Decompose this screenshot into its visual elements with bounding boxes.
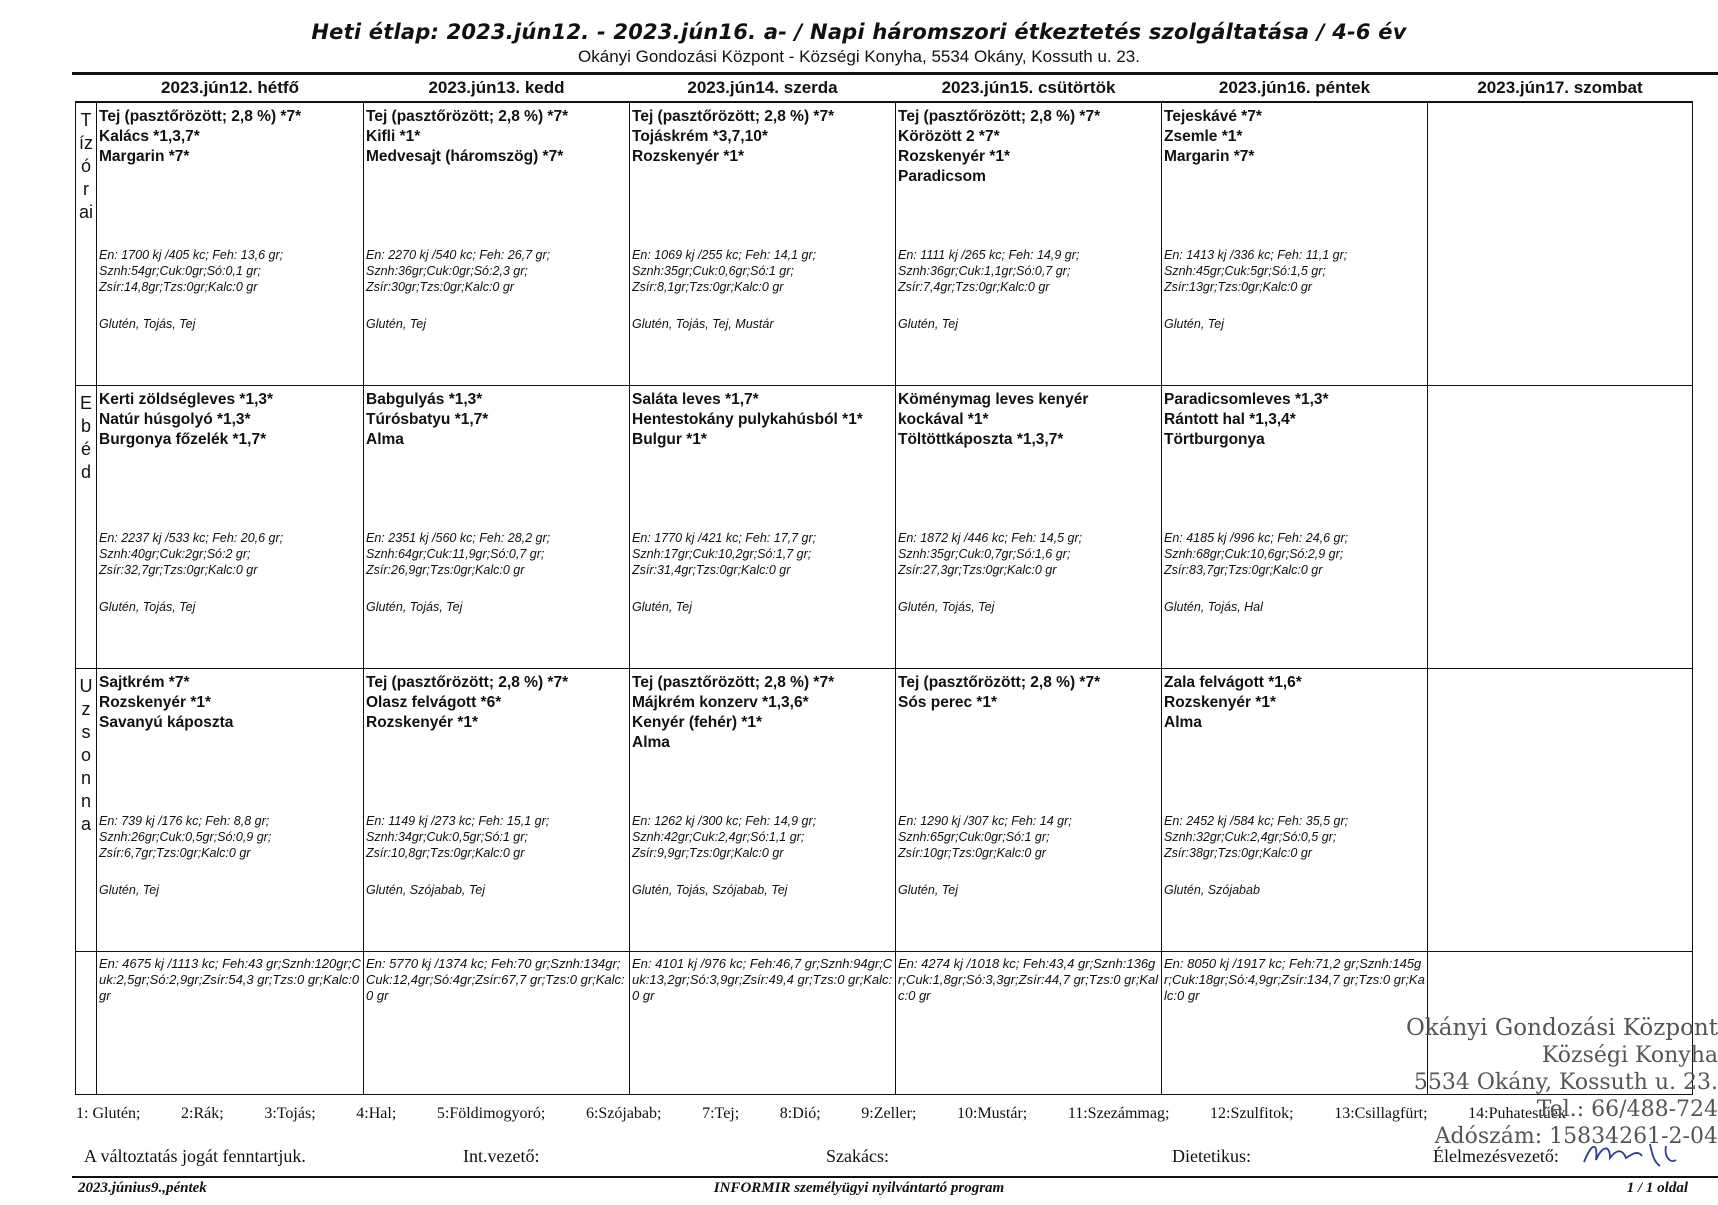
institution-stamp: [1395, 1015, 1718, 1150]
meal-row: [76, 102, 1693, 386]
nutrition-info: En: 2351 kj /560 kc; Feh: 28,2 gr; Sznh:64gr;Cuk:11,9gr;Só:0,7 gr; Zsír:26,9gr;Tzs:0gr;Kalc:0 gr: [366, 531, 551, 577]
menu-items: Köménymag leves kenyér kockával *1* Töltöttkáposzta *1,3,7*: [898, 391, 1089, 448]
day-header: 2023.jún14. szerda: [630, 75, 896, 102]
menu-cell: [630, 386, 896, 669]
menu-items: Tej (pasztőrözött; 2,8 %) *7* Kalács *1,3,7* Margarin *7*: [99, 108, 302, 165]
nutrition-info: En: 1290 kj /307 kc; Feh: 14 gr; Sznh:65gr;Cuk:0gr;Só:1 gr; Zsír:10gr;Tzs:0gr;Kalc:0 gr: [898, 814, 1072, 860]
nutrition-info: En: 1413 kj /336 kc; Feh: 11,1 gr; Sznh:45gr;Cuk:5gr;Só:1,5 gr; Zsír:13gr;Tzs:0gr;Kalc:0 gr: [1164, 248, 1348, 294]
allergen-list: Glutén, Tojás, Tej: [99, 317, 196, 331]
allergen-list: Glutén, Tej: [898, 317, 958, 331]
page-number: 1 / 1 oldal: [1626, 1180, 1688, 1196]
menu-cell: [896, 386, 1162, 669]
stamp-line: Adószám: 15834261-2-04: [1434, 1124, 1718, 1149]
day-header-row: [76, 75, 1693, 102]
allergen-list: Glutén, Tojás, Tej: [366, 600, 463, 614]
meal-row: [76, 386, 1693, 669]
allergen-list: Glutén, Tojás, Tej: [99, 600, 196, 614]
meal-label: [76, 669, 97, 952]
day-header: 2023.jún13. kedd: [364, 75, 630, 102]
menu-cell: [896, 102, 1162, 386]
stamp-line: 5534 Okány, Kossuth u. 23.: [1413, 1070, 1718, 1095]
menu-cell: [364, 386, 630, 669]
legend-item: 13:Csillagfürt;: [1334, 1105, 1428, 1122]
menu-items: [1428, 669, 1692, 673]
menu-cell: [1428, 669, 1693, 952]
allergen-list: Glutén, Szójabab, Tej: [366, 883, 486, 897]
menu-items: [1428, 103, 1692, 107]
nutrition-info: En: 2270 kj /540 kc; Feh: 26,7 gr; Sznh:36gr;Cuk:0gr;Só:2,3 gr; Zsír:30gr;Tzs:0gr;Kalc:0 gr: [366, 248, 551, 294]
legend-item: 2:Rák;: [181, 1105, 224, 1122]
allergen-list: Glutén, Tej: [99, 883, 159, 897]
legend-item: 11:Szezámmag;: [1067, 1105, 1170, 1122]
daily-total-cell: [1162, 952, 1428, 1095]
footer-note: A változtatás jogát fenntartjuk.: [84, 1146, 306, 1166]
menu-cell: [630, 102, 896, 386]
footer-rule: [72, 1176, 1718, 1178]
allergen-list: Glutén, Tojás, Tej, Mustár: [632, 317, 774, 331]
allergen-list: Glutén, Tojás, Szójabab, Tej: [632, 883, 788, 897]
nutrition-info: En: 4185 kj /996 kc; Feh: 24,6 gr; Sznh:68gr;Cuk:10,6gr;Só:2,9 gr; Zsír:83,7gr;Tzs:0gr;Kalc:0 gr: [1164, 531, 1349, 577]
daily-total: [1428, 952, 1692, 956]
legend-item: 10:Mustár;: [957, 1105, 1028, 1122]
day-header: 2023.jún16. péntek: [1162, 75, 1428, 102]
legend-item: 7:Tej;: [702, 1105, 740, 1122]
allergen-legend: [76, 1105, 1566, 1123]
daily-total: En: 5770 kj /1374 kc; Feh:70 gr;Sznh:134gr;Cuk:12,4gr;Só:4gr;Zsír:67,7 gr;Tzs:0 gr;Kalc:0 gr: [366, 956, 625, 1003]
program-name: INFORMIR személyügyi nyilvántartó program: [713, 1180, 1005, 1196]
daily-total-cell: [364, 952, 630, 1095]
nutrition-info: En: 1111 kj /265 kc; Feh: 14,9 gr; Sznh:36gr;Cuk:1,1gr;Só:0,7 gr; Zsír:7,4gr;Tzs:0gr;Kalc:0 gr: [898, 248, 1080, 294]
menu-items: Babgulyás *1,3* Túrósbatyu *1,7* Alma: [366, 391, 489, 448]
menu-cell: [97, 669, 364, 952]
allergen-list: Glutén, Tej: [1164, 317, 1224, 331]
legend-item: 1: Glutén;: [76, 1105, 141, 1122]
nutrition-info: En: 2237 kj /533 kc; Feh: 20,6 gr; Sznh:40gr;Cuk:2gr;Só:2 gr; Zsír:32,7gr;Tzs:0gr;Kalc:0 gr: [99, 531, 284, 577]
day-header: 2023.jún15. csütörtök: [896, 75, 1162, 102]
allergen-list: Glutén, Tej: [366, 317, 426, 331]
legend-item: 3:Tojás;: [264, 1105, 316, 1122]
legend-item: 12:Szulfitok;: [1210, 1105, 1294, 1122]
menu-items: [1428, 386, 1692, 390]
menu-items: Kerti zöldségleves *1,3* Natúr húsgolyó *1,3* Burgonya főzelék *1,7*: [99, 391, 274, 448]
menu-cell: [630, 669, 896, 952]
nutrition-info: En: 1149 kj /273 kc; Feh: 15,1 gr; Sznh:34gr;Cuk:0,5gr;Só:1 gr; Zsír:10,8gr;Tzs:0gr;Kalc:0 gr: [366, 814, 550, 860]
daily-total: En: 4101 kj /976 kc; Feh:46,7 gr;Sznh:94gr;Cuk:13,2gr;Só:3,9gr;Zsír:49,4 gr;Tzs:0 gr;Kalc:0 gr: [632, 956, 893, 1003]
footer-dietetikus: Dietetikus:: [1172, 1146, 1251, 1166]
legend-item: 9:Zeller;: [861, 1105, 917, 1122]
menu-items: Saláta leves *1,7* Hentestokány pulykahúsból *1* Bulgur *1*: [632, 391, 863, 448]
page-subtitle: Okányi Gondozási Központ - Községi Konyha, 5534 Okány, Kossuth u. 23.: [578, 47, 1140, 66]
nutrition-info: En: 1069 kj /255 kc; Feh: 14,1 gr; Sznh:35gr;Cuk:0,6gr;Só:1 gr; Zsír:8,1gr;Tzs:0gr;Kalc:0 gr: [632, 248, 817, 294]
footer-int-vezeto: Int.vezető:: [463, 1146, 540, 1166]
meal-label-text: Ebéd: [79, 393, 92, 482]
nutrition-info: En: 739 kj /176 kc; Feh: 8,8 gr; Sznh:26gr;Cuk:0,5gr;Só:0,9 gr; Zsír:6,7gr;Tzs:0gr;Kalc:0 gr: [99, 814, 272, 860]
menu-cell: [1162, 102, 1428, 386]
daily-total-cell: [630, 952, 896, 1095]
daily-total: En: 4675 kj /1113 kc; Feh:43 gr;Sznh:120gr;Cuk:2,5gr;Só:2,9gr;Zsír:54,3 gr;Tzs:0 gr;Kalc:0 gr: [99, 956, 361, 1003]
menu-cell: [97, 386, 364, 669]
print-date: 2023.június9.,péntek: [78, 1180, 207, 1196]
allergen-list: Glutén, Tojás, Hal: [1164, 600, 1263, 614]
menu-cell: [364, 669, 630, 952]
nutrition-info: En: 1700 kj /405 kc; Feh: 13,6 gr; Sznh:54gr;Cuk:0gr;Só:0,1 gr; Zsír:14,8gr;Tzs:0gr;Kalc:0 gr: [99, 248, 284, 294]
menu-cell: [364, 102, 630, 386]
menu-items: Tej (pasztőrözött; 2,8 %) *7* Májkrém konzerv *1,3,6* Kenyér (fehér) *1* Alma: [632, 674, 835, 751]
menu-items: Paradicsomleves *1,3* Rántott hal *1,3,4* Törtburgonya: [1164, 391, 1329, 448]
legend-item: 8:Dió;: [779, 1105, 821, 1122]
allergen-list: Glutén, Szójabab: [1164, 883, 1260, 897]
menu-cell: [1428, 102, 1693, 386]
page-title: Heti étlap: 2023.jún12. - 2023.jún16. a- / Napi háromszori étkeztetés szolgáltatása / 4-6 év: [311, 20, 1407, 44]
legend-item: 4:Hal;: [356, 1105, 397, 1122]
nutrition-info: En: 2452 kj /584 kc; Feh: 35,5 gr; Sznh:32gr;Cuk:2,4gr;Só:0,5 gr; Zsír:38gr;Tzs:0gr;Kalc:0 gr: [1164, 814, 1349, 860]
menu-items: Zala felvágott *1,6* Rozskenyér *1* Alma: [1164, 674, 1302, 731]
nutrition-info: En: 1262 kj /300 kc; Feh: 14,9 gr; Sznh:42gr;Cuk:2,4gr;Só:1,1 gr; Zsír:9,9gr;Tzs:0gr;Kalc:0 gr: [632, 814, 817, 860]
day-header: 2023.jún12. hétfő: [97, 75, 364, 102]
legend-item: 6:Szójabab;: [585, 1105, 662, 1122]
daily-total-cell: [97, 952, 364, 1095]
nutrition-info: En: 1872 kj /446 kc; Feh: 14,5 gr; Sznh:35gr;Cuk:0,7gr;Só:1,6 gr; Zsír:27,3gr;Tzs:0gr;Kalc:0 gr: [898, 531, 1083, 577]
menu-items: Tej (pasztőrözött; 2,8 %) *7* Sós perec *1*: [898, 674, 1101, 711]
stamp-line: Okányi Gondozási Központ: [1405, 1015, 1718, 1041]
menu-items: Tej (pasztőrözött; 2,8 %) *7* Tojáskrém *3,7,10* Rozskenyér *1*: [632, 108, 835, 165]
menu-cell: [1162, 386, 1428, 669]
allergen-list: Glutén, Tej: [632, 600, 692, 614]
stamp-line: Községi Konyha: [1541, 1043, 1718, 1068]
daily-total: En: 4274 kj /1018 kc; Feh:43,4 gr;Sznh:136gr;Cuk:1,8gr;Só:3,3gr;Zsír:44,7 gr;Tzs:0 gr;Kalc:0 gr: [898, 956, 1159, 1003]
meal-label-text: Uzsonna: [79, 676, 93, 834]
footer-elelmezesvezeto: Élelmezésvezető:: [1433, 1146, 1559, 1166]
menu-items: Tejeskávé *7* Zsemle *1* Margarin *7*: [1164, 108, 1262, 165]
footer-szakacs: Szakács:: [826, 1146, 889, 1166]
meal-label: [76, 102, 97, 386]
menu-cell: [1428, 386, 1693, 669]
daily-total: En: 8050 kj /1917 kc; Feh:71,2 gr;Sznh:145gr;Cuk:18gr;Só:4,9gr;Zsír:134,7 gr;Tzs:0 gr;Kalc:0 gr: [1164, 956, 1425, 1003]
meal-row: [76, 669, 1693, 952]
menu-items: Tej (pasztőrözött; 2,8 %) *7* Kifli *1* Medvesajt (háromszög) *7*: [366, 108, 569, 165]
menu-items: Tej (pasztőrözött; 2,8 %) *7* Olasz felvágott *6* Rozskenyér *1*: [366, 674, 569, 731]
menu-items: Sajtkrém *7* Rozskenyér *1* Savanyú káposzta: [99, 674, 234, 731]
daily-total-cell: [896, 952, 1162, 1095]
nutrition-info: En: 1770 kj /421 kc; Feh: 17,7 gr; Sznh:17gr;Cuk:10,2gr;Só:1,7 gr; Zsír:31,4gr;Tzs:0gr;Kalc:0 gr: [632, 531, 817, 577]
allergen-list: Glutén, Tojás, Tej: [898, 600, 995, 614]
meal-label-text: Tízórai: [79, 110, 94, 222]
day-header: 2023.jún17. szombat: [1428, 75, 1693, 102]
stamp-line: Tel.: 66/488-724: [1536, 1097, 1718, 1122]
menu-cell: [97, 102, 364, 386]
menu-cell: [896, 669, 1162, 952]
allergen-list: Glutén, Tej: [898, 883, 958, 897]
menu-table: [75, 75, 1693, 1095]
meal-label: [76, 386, 97, 669]
legend-item: 14:Puhatestűek: [1468, 1105, 1566, 1122]
menu-items: Tej (pasztőrözött; 2,8 %) *7* Körözött 2 *7* Rozskenyér *1* Paradicsom: [898, 108, 1101, 185]
legend-item: 5:Földimogyoró;: [436, 1105, 546, 1122]
menu-cell: [1162, 669, 1428, 952]
